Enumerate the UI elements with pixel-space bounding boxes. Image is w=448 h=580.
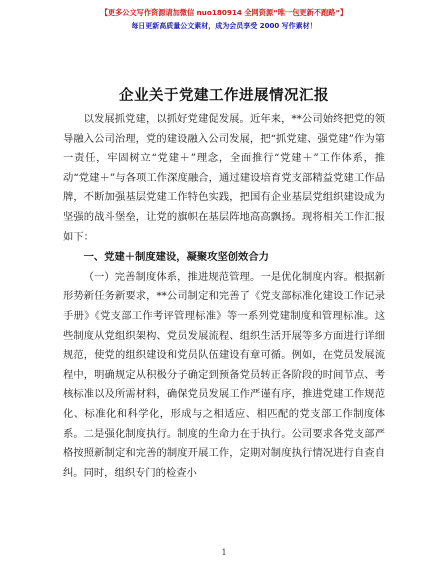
document-body: [63, 110, 385, 483]
section-paragraph: （一）完善制度体系，推进规范管理。一是优化制度内容。根据新形势新任务新要求，**公司制定和完善了《党支部标准化建设工作记录手册》《党支部工作考评管理标准》等一系列党建制度和管理标准。这些制度从党组织架构、党员发展流程、组织生活开展等多方面进行详细规范，使党的组织建设和党员队伍建设有章可循。例如，在党员发展流程中，明确规定从积极分子确定到预备党员转正各阶段的时间节点、考核标准以及所需材料，确保党员发展工作严谨有序，推进党建工作规范化、标准化和科学化，形成与之相适应、相匹配的党支部工作制度体系。二是强化制度执行。制度的生命力在于执行。公司要求各党支部严格按照新制定和完善的制度开展工作，定期对制度执行情况进行自查自纠。同时，组织专门的检查小: [63, 270, 385, 479]
promo-banner-line-1: 【更多公文写作资源请加微信 nuo180914 全网资源“唯一包更新不跑路”】: [100, 8, 348, 17]
document-title: 企业关于党建工作进展情况汇报: [119, 87, 329, 104]
promo-banner-line-2: 每日更新高质量公文素材，成为会员享受 2000 写作素材！: [131, 22, 317, 30]
page-number: 1: [221, 548, 227, 557]
intro-paragraph: 以发展抓党建，以抓好党建促发展。近年来，**公司始终把党的领导融入公司治理，党的建设融入公司发展，把“抓党建、强党建”作为第一责任，牢固树立“党建＋”理念，全面推行“党建＋”工作体系，推动“党建＋”与各项工作深度融合，通过建设培育党支部精益党建工作品牌，不断加强基层党建工作特色实践，把国有企业基层党组织建设成为坚强的战斗堡垒，让党的旗帜在基层阵地高高飘扬。现将相关工作汇报如下：: [63, 113, 385, 243]
section-heading: 一、党建＋制度建设，凝聚攻坚创效合力: [83, 251, 269, 264]
